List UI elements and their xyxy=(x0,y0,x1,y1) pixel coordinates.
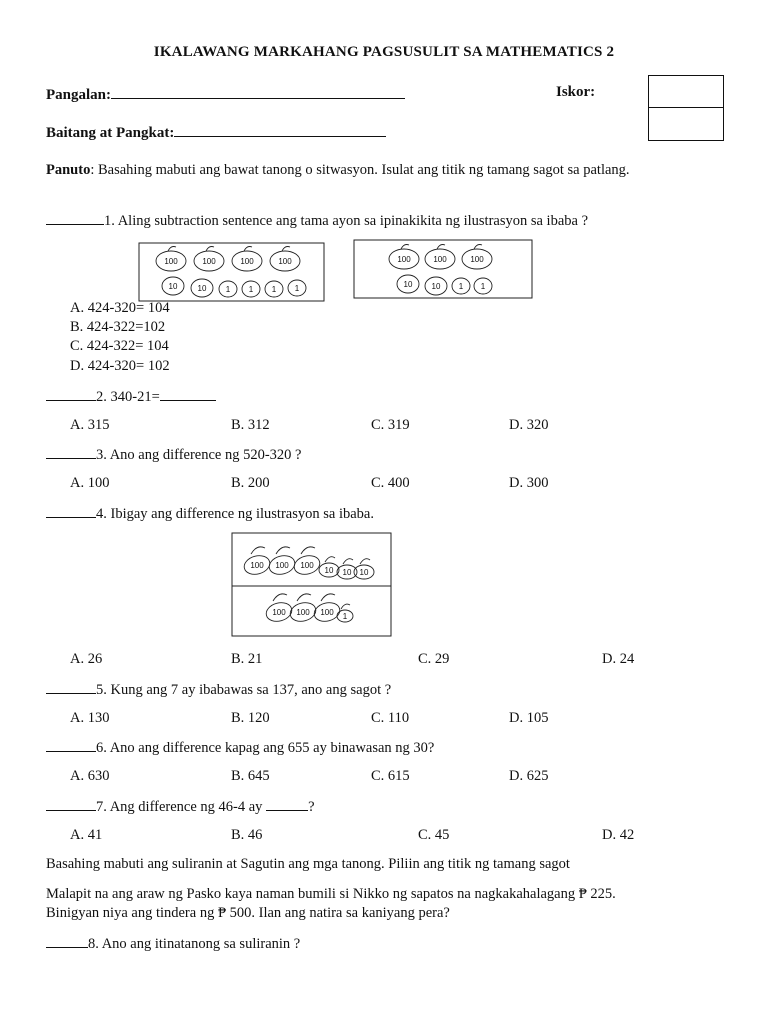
question-text: Ibigay ang difference ng ilustrasyon sa ibaba. xyxy=(110,506,374,522)
answer-blank-6[interactable] xyxy=(46,739,96,752)
name-row xyxy=(46,84,405,104)
option-6b: B. 645 xyxy=(231,768,270,784)
option-2a: A. 315 xyxy=(70,417,110,433)
apple-label: 1 xyxy=(458,282,464,291)
mango-label: 100 xyxy=(300,561,314,570)
instructions-text: : Basahing mabuti ang bawat tanong o sitwasyon. Isulat ang titik ng tamang sagot sa patlang. xyxy=(90,162,630,178)
question-number: 8. xyxy=(88,936,99,952)
question-text: Ano ang itinatanong sa suliranin ? xyxy=(101,936,301,952)
option-2d: D. 320 xyxy=(509,417,549,433)
apple-label: 1 xyxy=(480,282,486,291)
option-5a: A. 130 xyxy=(70,710,110,726)
option-4a: A. 26 xyxy=(70,651,103,667)
question-text: Aling subtraction sentence ang tama ayon sa ipinakikita ng ilustrasyon sa ibaba ? xyxy=(117,213,589,229)
instructions xyxy=(46,162,630,179)
apple-label: 100 xyxy=(470,255,484,264)
question-text-end: ? xyxy=(308,799,315,815)
answer-blank-3[interactable] xyxy=(46,446,96,459)
illustration-mangoes xyxy=(231,532,393,638)
question-3 xyxy=(46,446,302,464)
problem-intro: Basahing mabuti ang suliranin at Sagutin ang mga tanong. Piliin ang titik ng tamang sagot xyxy=(46,856,570,872)
apple-label: 1 xyxy=(294,284,300,293)
question-4 xyxy=(46,505,374,523)
apple-label: 100 xyxy=(278,257,292,266)
answer-blank-5[interactable] xyxy=(46,681,96,694)
mango-label: 100 xyxy=(296,608,310,617)
option-3b: B. 200 xyxy=(231,475,270,491)
score-box[interactable] xyxy=(648,75,724,141)
apple-label: 100 xyxy=(202,257,216,266)
grade-field[interactable] xyxy=(174,122,386,137)
illustration-apples xyxy=(138,239,538,305)
name-label: Pangalan: xyxy=(46,87,112,103)
question-number: 2. xyxy=(96,389,107,405)
apple-label: 100 xyxy=(240,257,254,266)
option-1a: A. 424-320= 104 xyxy=(70,300,170,316)
question-number: 7. xyxy=(96,799,107,815)
option-3a: A. 100 xyxy=(70,475,110,491)
question-text: Kung ang 7 ay ibabawas sa 137, ano ang sagot ? xyxy=(106,682,392,698)
question-2 xyxy=(46,388,216,406)
question-5 xyxy=(46,681,391,699)
grade-row xyxy=(46,122,386,142)
score-box-divider xyxy=(649,107,723,108)
grade-label: Baitang at Pangkat: xyxy=(46,125,175,141)
question-text: 340-21= xyxy=(110,389,160,405)
question-7 xyxy=(46,798,315,816)
score-label: Iskor: xyxy=(556,84,596,100)
mango-label: 10 xyxy=(359,568,369,577)
page-title: IKALAWANG MARKAHANG PAGSUSULIT SA MATHEMATICS 2 xyxy=(153,44,615,60)
apple-label: 10 xyxy=(403,280,413,289)
apple-label: 10 xyxy=(197,284,207,293)
option-5b: B. 120 xyxy=(231,710,270,726)
option-5c: C. 110 xyxy=(371,710,410,726)
option-5d: D. 105 xyxy=(509,710,549,726)
option-1b: B. 424-322=102 xyxy=(70,319,166,335)
apple-label: 1 xyxy=(271,285,277,294)
question-6 xyxy=(46,739,434,757)
mango-label: 100 xyxy=(275,561,289,570)
answer-line-2[interactable] xyxy=(160,388,216,401)
option-2c: C. 319 xyxy=(371,417,410,433)
option-7b: B. 46 xyxy=(231,827,263,843)
problem-line-1: Malapit na ang araw ng Pasko kaya naman bumili si Nikko ng sapatos na nagkakahalagang ₱ 225. xyxy=(46,886,616,902)
option-4d: D. 24 xyxy=(602,651,635,667)
question-number: 1. xyxy=(104,213,115,229)
question-8 xyxy=(46,935,300,953)
option-6d: D. 625 xyxy=(509,768,549,784)
mango-label: 100 xyxy=(320,608,334,617)
option-1c: C. 424-322= 104 xyxy=(70,338,169,354)
question-number: 6. xyxy=(96,740,107,756)
option-4c: C. 29 xyxy=(418,651,450,667)
answer-blank-7[interactable] xyxy=(46,798,96,811)
instructions-label: Panuto xyxy=(46,162,91,178)
mango-label: 10 xyxy=(342,568,352,577)
apple-label: 10 xyxy=(168,282,178,291)
option-6a: A. 630 xyxy=(70,768,110,784)
apple-label: 100 xyxy=(397,255,411,264)
option-6c: C. 615 xyxy=(371,768,410,784)
answer-blank-1[interactable] xyxy=(46,212,104,225)
answer-blank-4[interactable] xyxy=(46,505,96,518)
question-1 xyxy=(46,212,588,230)
question-text: Ang difference ng 46-4 ay xyxy=(109,799,263,815)
mango-label: 10 xyxy=(324,566,334,575)
apple-label: 100 xyxy=(164,257,178,266)
mango-label: 100 xyxy=(250,561,264,570)
apple-label: 1 xyxy=(248,285,254,294)
question-text: Ano ang difference kapag ang 655 ay binawasan ng 30? xyxy=(109,740,435,756)
mango-label: 100 xyxy=(272,608,286,617)
option-4b: B. 21 xyxy=(231,651,263,667)
option-1d: D. 424-320= 102 xyxy=(70,358,170,374)
option-3c: C. 400 xyxy=(371,475,410,491)
problem-line-2: Binigyan niya ang tindera ng ₱ 500. Ilan ang natira sa kaniyang pera? xyxy=(46,905,450,921)
question-number: 4. xyxy=(96,506,107,522)
option-7d: D. 42 xyxy=(602,827,635,843)
name-field[interactable] xyxy=(111,84,405,99)
option-7a: A. 41 xyxy=(70,827,103,843)
apple-label: 100 xyxy=(433,255,447,264)
answer-blank-8[interactable] xyxy=(46,935,88,948)
apple-label: 1 xyxy=(225,285,231,294)
answer-blank-2[interactable] xyxy=(46,388,96,401)
apple-label: 10 xyxy=(431,282,441,291)
question-text: Ano ang difference ng 520-320 ? xyxy=(109,447,302,463)
option-7c: C. 45 xyxy=(418,827,450,843)
option-2b: B. 312 xyxy=(231,417,270,433)
question-number: 3. xyxy=(96,447,107,463)
mango-label: 1 xyxy=(342,612,348,621)
question-number: 5. xyxy=(96,682,107,698)
option-3d: D. 300 xyxy=(509,475,549,491)
answer-line-7[interactable] xyxy=(266,798,308,811)
